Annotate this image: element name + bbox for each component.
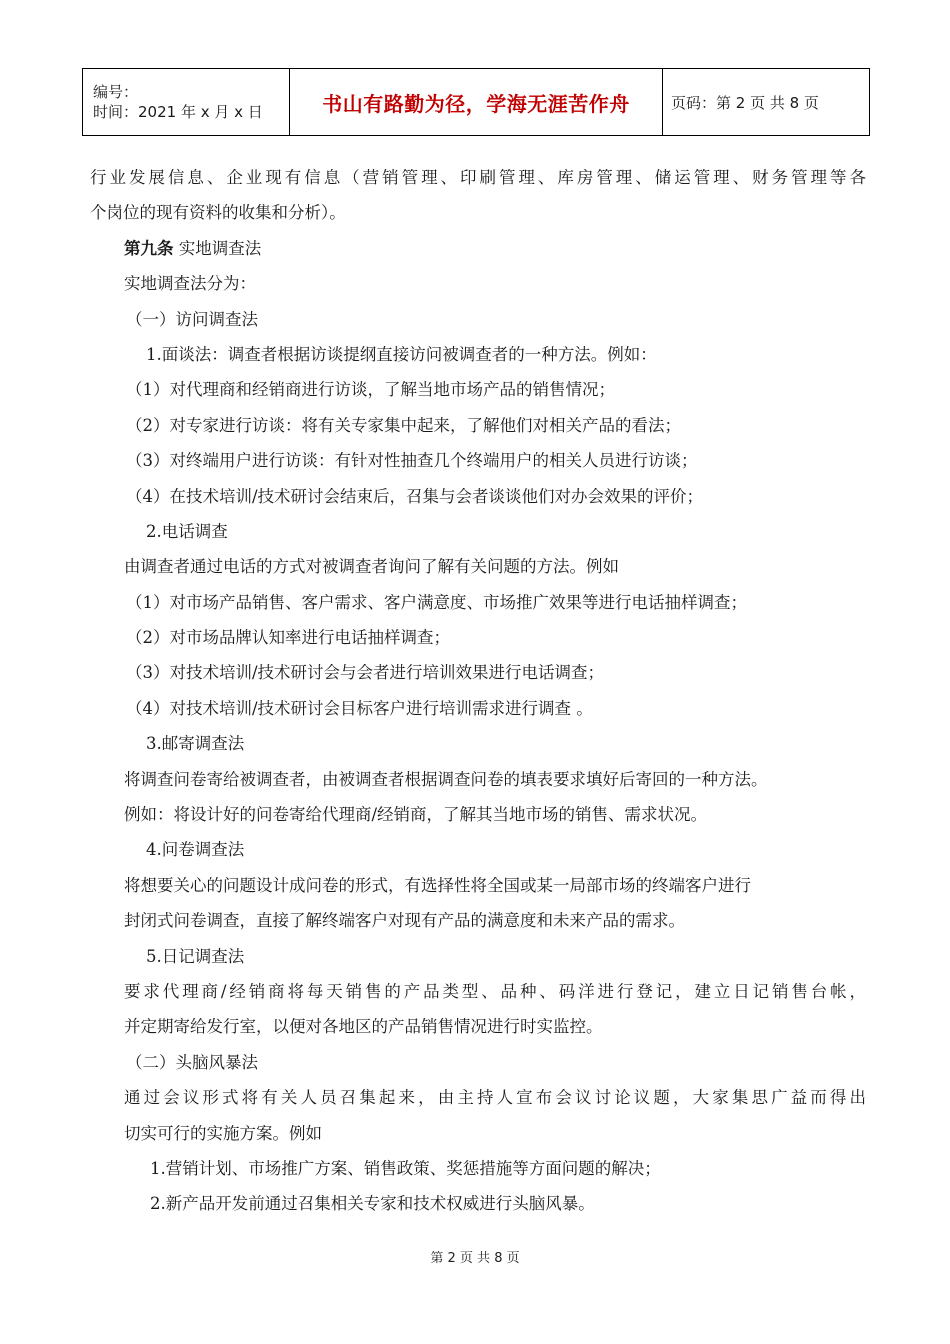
footer-suffix: 页 (506, 1251, 520, 1266)
subsection-heading: 4.问卷调查法 (146, 840, 245, 860)
section-heading: （二）头脑风暴法 (126, 1052, 258, 1072)
list-item: （2）对市场品牌认知率进行电话抽样调查； (126, 628, 450, 648)
body-line: 例如：将设计好的问卷寄给代理商/经销商，了解其当地市场的销售、需求状况。 (124, 805, 708, 825)
doc-time-label: 时间：2021 年 x 月 x 日 (93, 103, 263, 121)
list-item: （3）对技术培训/技术研讨会与会者进行培训效果进行电话调查； (126, 663, 605, 683)
footer-total-pages: 8 (494, 1251, 503, 1266)
subsection-heading: 5.日记调查法 (146, 946, 245, 966)
footer-prefix: 第 (430, 1251, 444, 1266)
list-item: （4）在技术培训/技术研讨会结束后，召集与会者谈谈他们对办会效果的评价； (126, 486, 704, 506)
subsection-heading: 2.电话调查 (146, 521, 228, 541)
body-line: 切实可行的实施方案。例如 (124, 1123, 322, 1143)
page-header (82, 68, 870, 136)
body-line: 将想要关心的问题设计成问卷的形式，有选择性将全国或某一局部市场的终端客户进行 (124, 875, 751, 895)
list-item: 2.新产品开发前通过召集相关专家和技术权威进行头脑风暴。 (150, 1194, 595, 1214)
body-line: 封闭式问卷调查，直接了解终端客户对现有产品的满意度和未来产品的需求。 (124, 911, 685, 931)
article-number: 第九条 (124, 238, 174, 258)
header-meta (83, 69, 290, 136)
body-line: 要求代理商/经销商将每天销售的产品类型、品种、码洋进行登记，建立日记销售台帐， (124, 981, 866, 1001)
body-line: 1.面谈法：调查者根据访谈提纲直接访问被调查者的一种方法。例如： (146, 344, 657, 364)
body-line: 由调查者通过电话的方式对被调查者询问了解有关问题的方法。例如 (124, 557, 619, 577)
section-heading: （一）访问调查法 (126, 309, 258, 329)
list-item: （4）对技术培训/技术研讨会目标客户进行培训需求进行调查 。 (126, 698, 593, 718)
doc-number-label: 编号： (93, 83, 139, 101)
body-line: 个岗位的现有资料的收集和分析）。 (90, 203, 346, 223)
body-line: 将调查问卷寄给被调查者，由被调查者根据调查问卷的填表要求填好后寄回的一种方法。 (124, 769, 768, 789)
list-item: （2）对专家进行访谈：将有关专家集中起来，了解他们对相关产品的看法； (126, 415, 681, 435)
header-motto: 书山有路勤为径，学海无涯苦作舟 (290, 69, 663, 136)
footer-mid: 页 共 (459, 1251, 491, 1266)
list-item: （1）对市场产品销售、客户需求、客户满意度、市场推广效果等进行电话抽样调查； (126, 592, 747, 612)
body-line: 通过会议形式将有关人员召集起来，由主持人宣布会议讨论议题，大家集思广益而得出 (124, 1088, 866, 1108)
list-item: （1）对代理商和经销商进行访谈，了解当地市场产品的销售情况； (126, 380, 615, 400)
footer-page-number: 2 (447, 1251, 456, 1266)
body-line: 实地调查法分为： (124, 274, 256, 294)
body-line: 行业发展信息、企业现有信息（营销管理、印刷管理、库房管理、储运管理、财务管理等各 (90, 168, 866, 187)
document-body (90, 160, 866, 1222)
body-line: 并定期寄给发行室，以便对各地区的产品销售情况进行时实监控。 (124, 1017, 603, 1037)
list-item: 1.营销计划、市场推广方案、销售政策、奖惩措施等方面问题的解决； (150, 1158, 661, 1178)
article-heading (90, 231, 866, 266)
page-footer (0, 1247, 950, 1266)
subsection-heading: 3.邮寄调查法 (146, 734, 245, 754)
list-item: （3）对终端用户进行访谈：有针对性抽查几个终端用户的相关人员进行访谈； (126, 451, 698, 471)
article-title: 实地调查法 (178, 238, 262, 258)
header-page-info: 页码：第 2 页 共 8 页 (663, 69, 870, 136)
